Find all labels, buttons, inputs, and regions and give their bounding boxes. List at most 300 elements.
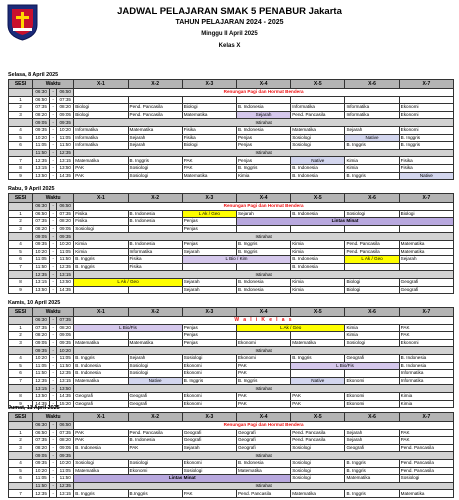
- time-cell: 07:35: [57, 429, 74, 437]
- time-cell: 12:35: [57, 370, 74, 378]
- time-cell: -: [50, 444, 57, 452]
- subject-cell: Istirahat: [74, 347, 454, 355]
- time-cell: 11:05: [57, 467, 74, 475]
- time-cell: -: [50, 278, 57, 286]
- subject-cell: Pend. Pancasila: [399, 444, 453, 452]
- time-cell: -: [50, 111, 57, 119]
- table-row: [9, 370, 454, 378]
- time-cell: -: [50, 392, 57, 400]
- time-cell: 11:50: [33, 263, 50, 271]
- subject-cell: B. Indonesia: [128, 240, 182, 248]
- session-cell: [9, 149, 33, 157]
- time-cell: 13:50: [57, 385, 74, 393]
- subject-cell: PAK: [291, 400, 345, 408]
- subject-cell: B. Inggris: [236, 240, 290, 248]
- subject-cell: B. Indonesia: [74, 362, 128, 370]
- time-cell: 09:35: [57, 233, 74, 241]
- column-header: X-4: [236, 80, 290, 89]
- schedule-table: [8, 307, 454, 408]
- subject-cell: [74, 286, 128, 294]
- time-cell: 12:35: [57, 482, 74, 490]
- time-cell: 06:30: [33, 203, 50, 211]
- subject-cell: Informatika: [345, 111, 399, 119]
- column-header: X-1: [74, 194, 128, 203]
- day-title: Jumat, 11 April 2025: [8, 405, 60, 411]
- time-cell: 07:35: [57, 210, 74, 218]
- column-header: X-7: [399, 308, 453, 317]
- time-cell: 06:50: [57, 89, 74, 97]
- time-cell: 12:35: [57, 149, 74, 157]
- subject-cell: Pend. Pancasila: [291, 429, 345, 437]
- table-row: [9, 339, 454, 347]
- subject-cell: B. Indonesia: [399, 354, 453, 362]
- time-cell: -: [50, 96, 57, 104]
- column-header: X-6: [345, 194, 399, 203]
- time-cell: 06:50: [33, 429, 50, 437]
- subject-cell: Pend. Pancasila: [399, 459, 453, 467]
- time-cell: 09:05: [57, 225, 74, 233]
- column-header: X-6: [345, 308, 399, 317]
- time-cell: -: [50, 218, 57, 226]
- time-cell: 09:05: [57, 332, 74, 340]
- session-cell: 6: [9, 256, 33, 264]
- session-cell: 6: [9, 142, 33, 150]
- table-row: [9, 104, 454, 112]
- subject-cell: B. Indonesia: [128, 437, 182, 445]
- time-cell: 11:50: [33, 370, 50, 378]
- time-cell: 13:50: [33, 286, 50, 294]
- column-header: Waktu: [33, 413, 74, 422]
- subject-cell: Biologi: [74, 111, 128, 119]
- class-label: Kelas X: [218, 43, 241, 49]
- time-cell: 12:35: [33, 377, 50, 385]
- time-cell: 07:35: [33, 218, 50, 226]
- subject-cell: Renungan Pagi dan Hormat Bendera: [74, 89, 454, 97]
- subject-cell: Matematika: [291, 339, 345, 347]
- subject-cell: Sosiologi: [291, 134, 345, 142]
- time-cell: 14:35: [57, 172, 74, 180]
- time-cell: 10:20: [33, 467, 50, 475]
- time-cell: 14:35: [57, 286, 74, 294]
- time-cell: 09:35: [33, 126, 50, 134]
- subject-cell: Sejarah: [236, 111, 290, 119]
- time-cell: 11:50: [57, 142, 74, 150]
- subject-cell: [74, 96, 128, 104]
- column-header: X-6: [345, 80, 399, 89]
- time-cell: 08:20: [57, 104, 74, 112]
- table-row: [9, 89, 454, 97]
- session-cell: 3: [9, 339, 33, 347]
- session-cell: 2: [9, 218, 33, 226]
- subject-cell: Informatika: [74, 142, 128, 150]
- time-cell: 12:35: [57, 263, 74, 271]
- time-cell: 10:20: [57, 240, 74, 248]
- subject-cell: Pend. Pancasila: [399, 467, 453, 475]
- time-cell: -: [50, 240, 57, 248]
- subject-cell: Ekonomi: [128, 467, 182, 475]
- time-cell: -: [50, 157, 57, 165]
- table-row: [9, 240, 454, 248]
- subject-cell: Penjas: [182, 332, 236, 340]
- table-row: [9, 286, 454, 294]
- session-cell: 4: [9, 126, 33, 134]
- subject-cell: Matematika: [291, 126, 345, 134]
- subject-cell: Geografi: [399, 278, 453, 286]
- time-cell: -: [50, 332, 57, 340]
- subject-cell: PAK: [399, 332, 453, 340]
- column-header: SESI: [9, 80, 33, 89]
- subject-cell: Kimia: [291, 248, 345, 256]
- subject-cell: Fisika: [182, 134, 236, 142]
- subject-cell: Sejarah: [236, 210, 290, 218]
- subject-cell: Pend. Pancasila: [128, 104, 182, 112]
- schedule-table: [8, 193, 454, 294]
- subject-cell: L Bio/Fis: [74, 324, 182, 332]
- session-cell: 4: [9, 240, 33, 248]
- time-cell: 08:20: [57, 324, 74, 332]
- subject-cell: Ekonomi: [182, 392, 236, 400]
- subject-cell: Informatika: [74, 126, 128, 134]
- subject-cell: PAK: [182, 157, 236, 165]
- time-cell: 07:35: [33, 104, 50, 112]
- time-cell: 13:50: [57, 164, 74, 172]
- subject-cell: Sosiologi: [128, 172, 182, 180]
- time-cell: -: [50, 134, 57, 142]
- subject-cell: Native: [128, 377, 182, 385]
- time-cell: 09:35: [57, 119, 74, 127]
- column-header: Waktu: [33, 308, 74, 317]
- session-cell: 2: [9, 437, 33, 445]
- table-row: [9, 467, 454, 475]
- table-row: [9, 377, 454, 385]
- subject-cell: Istirahat: [74, 385, 454, 393]
- subject-cell: Biologi: [399, 210, 453, 218]
- time-cell: -: [50, 248, 57, 256]
- subject-cell: Sejarah: [182, 278, 236, 286]
- subject-cell: Informatika: [399, 370, 453, 378]
- subject-cell: Pend. Pancasila: [236, 490, 290, 498]
- subject-cell: B. Indonesia: [291, 256, 345, 264]
- time-cell: 06:30: [33, 422, 50, 430]
- time-cell: -: [50, 203, 57, 211]
- table-row: [9, 317, 454, 325]
- time-cell: -: [50, 271, 57, 279]
- time-cell: -: [50, 354, 57, 362]
- session-cell: [9, 233, 33, 241]
- subject-cell: B. Indonesia: [399, 362, 453, 370]
- table-row: [9, 172, 454, 180]
- subject-cell: Istirahat: [74, 233, 454, 241]
- subject-cell: Geografi: [236, 444, 290, 452]
- subject-cell: PAK: [291, 392, 345, 400]
- time-cell: 10:20: [33, 354, 50, 362]
- subject-cell: [291, 225, 345, 233]
- session-cell: 4: [9, 459, 33, 467]
- subject-cell: Ekonomi: [182, 370, 236, 378]
- time-cell: 09:35: [33, 347, 50, 355]
- time-cell: -: [50, 225, 57, 233]
- table-header-row: [9, 308, 454, 317]
- time-cell: 10:20: [57, 459, 74, 467]
- subject-cell: Matematika: [74, 377, 128, 385]
- subject-cell: L Ak / Geo: [182, 210, 236, 218]
- time-cell: -: [50, 347, 57, 355]
- session-cell: 5: [9, 362, 33, 370]
- time-cell: 09:35: [33, 459, 50, 467]
- column-header: X-2: [128, 308, 182, 317]
- subject-cell: Istirahat: [74, 482, 454, 490]
- subject-cell: Fisika: [128, 263, 182, 271]
- time-cell: 13:15: [33, 385, 50, 393]
- subject-cell: Renungan Pagi dan Hormat Bendera: [74, 422, 454, 430]
- subject-cell: B. Indonesia: [291, 210, 345, 218]
- subject-cell: Istirahat: [74, 119, 454, 127]
- time-cell: 11:50: [57, 475, 74, 483]
- subject-cell: Matematika: [399, 490, 453, 498]
- subject-cell: B. Indonesia: [236, 104, 290, 112]
- subject-cell: Biologi: [345, 278, 399, 286]
- subject-cell: PAK: [182, 490, 236, 498]
- time-cell: -: [50, 142, 57, 150]
- subject-cell: Geografi: [345, 444, 399, 452]
- subject-cell: Biologi: [345, 286, 399, 294]
- time-cell: -: [50, 104, 57, 112]
- subject-cell: B. Inggris: [345, 467, 399, 475]
- time-cell: 13:15: [57, 377, 74, 385]
- time-cell: 10:20: [57, 347, 74, 355]
- subject-cell: Geografi: [182, 437, 236, 445]
- session-cell: 1: [9, 324, 33, 332]
- time-cell: 08:20: [33, 225, 50, 233]
- table-row: [9, 263, 454, 271]
- table-row: [9, 119, 454, 127]
- subject-cell: Matematika: [182, 172, 236, 180]
- column-header: SESI: [9, 194, 33, 203]
- subject-cell: B. Inggris: [236, 377, 290, 385]
- session-cell: 3: [9, 225, 33, 233]
- time-cell: -: [50, 429, 57, 437]
- session-cell: 5: [9, 248, 33, 256]
- time-cell: -: [50, 377, 57, 385]
- time-cell: 13:50: [57, 278, 74, 286]
- time-cell: -: [50, 370, 57, 378]
- subject-cell: Informatika: [345, 104, 399, 112]
- subject-cell: Biologi: [182, 142, 236, 150]
- time-cell: 07:35: [57, 317, 74, 325]
- subject-cell: Native: [399, 172, 453, 180]
- session-cell: 3: [9, 111, 33, 119]
- time-cell: 09:05: [33, 119, 50, 127]
- subject-cell: PAK: [182, 164, 236, 172]
- subject-cell: Ekonomi: [399, 104, 453, 112]
- time-cell: 09:05: [33, 339, 50, 347]
- subject-cell: B. Indonesia: [74, 444, 128, 452]
- session-cell: [9, 317, 33, 325]
- subject-cell: Kimia: [74, 248, 128, 256]
- subject-cell: W a l i K e l a s: [74, 317, 454, 325]
- time-cell: 09:05: [33, 452, 50, 460]
- time-cell: 14:35: [57, 392, 74, 400]
- time-cell: -: [50, 385, 57, 393]
- day-title: Rabu, 9 April 2025: [8, 186, 55, 192]
- column-header: X-2: [128, 80, 182, 89]
- subject-cell: [345, 370, 399, 378]
- time-cell: -: [50, 172, 57, 180]
- table-row: [9, 475, 454, 483]
- subject-cell: Matematika: [128, 126, 182, 134]
- subject-cell: [182, 96, 236, 104]
- session-cell: 9: [9, 286, 33, 294]
- subject-cell: [236, 263, 290, 271]
- time-cell: 07:35: [57, 96, 74, 104]
- table-row: [9, 444, 454, 452]
- subject-cell: Native: [291, 157, 345, 165]
- subject-cell: Kimia: [291, 278, 345, 286]
- subject-cell: Native: [291, 377, 345, 385]
- column-header: X-7: [399, 413, 453, 422]
- subject-cell: Penjas: [182, 225, 236, 233]
- subject-cell: L Bio/Fis: [291, 362, 399, 370]
- column-header: X-7: [399, 194, 453, 203]
- table-row: [9, 400, 454, 408]
- page-header: [0, 0, 459, 70]
- subject-cell: [182, 263, 236, 271]
- time-cell: 08:20: [33, 111, 50, 119]
- time-cell: 06:30: [33, 89, 50, 97]
- subject-cell: B. Indonesia: [128, 218, 182, 226]
- column-header: X-5: [291, 80, 345, 89]
- column-header: X-3: [182, 308, 236, 317]
- subject-cell: Sejarah: [399, 256, 453, 264]
- time-cell: 08:20: [33, 444, 50, 452]
- subject-cell: B. Indonesia: [291, 263, 345, 271]
- time-cell: -: [50, 233, 57, 241]
- time-cell: -: [50, 119, 57, 127]
- time-cell: 09:05: [57, 444, 74, 452]
- subject-cell: B. Inggris: [291, 354, 345, 362]
- session-cell: 7: [9, 263, 33, 271]
- table-row: [9, 164, 454, 172]
- subject-cell: Pend. Pancasila: [291, 437, 345, 445]
- subject-cell: PAK: [399, 437, 453, 445]
- subject-cell: Ekonomi: [182, 459, 236, 467]
- column-header: SESI: [9, 413, 33, 422]
- subject-cell: Penjas: [236, 134, 290, 142]
- table-header-row: [9, 413, 454, 422]
- table-header-row: [9, 80, 454, 89]
- subject-cell: Lintas Minat: [74, 475, 291, 483]
- subject-cell: Sosiologi: [128, 459, 182, 467]
- time-cell: 15:20: [57, 400, 74, 408]
- subject-cell: B.Inggris: [128, 490, 182, 498]
- session-cell: 1: [9, 210, 33, 218]
- column-header: X-5: [291, 194, 345, 203]
- subject-cell: B. Indonesia: [236, 459, 290, 467]
- subject-cell: PAK: [74, 164, 128, 172]
- subject-cell: [291, 370, 345, 378]
- subject-cell: Matematika: [74, 467, 128, 475]
- subject-cell: Kimia: [399, 392, 453, 400]
- subject-cell: Ekonomi: [236, 354, 290, 362]
- subject-cell: [128, 332, 182, 340]
- subject-cell: [399, 96, 453, 104]
- subject-cell: Kimia: [345, 157, 399, 165]
- table-row: [9, 347, 454, 355]
- subject-cell: Sejarah: [182, 286, 236, 294]
- time-cell: 13:15: [33, 278, 50, 286]
- table-header-row: [9, 194, 454, 203]
- subject-cell: B. Inggris: [74, 263, 128, 271]
- time-cell: 13:15: [57, 490, 74, 498]
- subject-cell: B. Indonesia: [128, 210, 182, 218]
- subject-cell: Sosiologi: [345, 210, 399, 218]
- subject-cell: Renungan Pagi dan Hormat Bendera: [74, 203, 454, 211]
- session-cell: [9, 482, 33, 490]
- table-row: [9, 203, 454, 211]
- subject-cell: B. Inggris: [345, 459, 399, 467]
- time-cell: -: [50, 482, 57, 490]
- subject-cell: PAK: [399, 324, 453, 332]
- time-cell: 11:05: [57, 134, 74, 142]
- time-cell: 10:20: [57, 126, 74, 134]
- subject-cell: Sosiologi: [182, 467, 236, 475]
- time-cell: 11:05: [33, 362, 50, 370]
- time-cell: -: [50, 126, 57, 134]
- session-cell: 7: [9, 490, 33, 498]
- time-cell: -: [50, 324, 57, 332]
- session-cell: 4: [9, 354, 33, 362]
- column-header: X-4: [236, 308, 290, 317]
- table-row: [9, 362, 454, 370]
- column-header: X-2: [128, 413, 182, 422]
- subject-cell: Geografi: [74, 392, 128, 400]
- session-cell: 9: [9, 400, 33, 408]
- subject-cell: Sosiologi: [74, 225, 128, 233]
- subject-cell: B. Indonesia: [236, 278, 290, 286]
- table-row: [9, 278, 454, 286]
- session-cell: 7: [9, 377, 33, 385]
- time-cell: -: [50, 467, 57, 475]
- subject-cell: Penjas: [236, 157, 290, 165]
- subject-cell: Ekonomi: [236, 339, 290, 347]
- subject-cell: Kimia: [291, 286, 345, 294]
- subject-cell: L Ak / Geo: [345, 256, 399, 264]
- table-row: [9, 490, 454, 498]
- time-cell: 12:35: [33, 157, 50, 165]
- subject-cell: Pend. Pancasila: [345, 248, 399, 256]
- time-cell: 11:05: [57, 354, 74, 362]
- table-row: [9, 248, 454, 256]
- subject-cell: Fisika: [74, 210, 128, 218]
- subject-cell: Ekonomi: [182, 400, 236, 408]
- time-cell: 13:50: [33, 392, 50, 400]
- table-row: [9, 149, 454, 157]
- session-cell: [9, 422, 33, 430]
- subject-cell: Matematika: [291, 490, 345, 498]
- day-title: Kamis, 10 April 2025: [8, 300, 61, 306]
- subject-cell: Sosiologi: [291, 444, 345, 452]
- session-cell: [9, 452, 33, 460]
- subject-cell: Geografi: [236, 429, 290, 437]
- session-cell: 1: [9, 429, 33, 437]
- session-cell: 8: [9, 278, 33, 286]
- subject-cell: B. Inggris: [399, 142, 453, 150]
- subject-cell: Kimia: [345, 324, 399, 332]
- subject-cell: [236, 332, 290, 340]
- subject-cell: PAK: [74, 172, 128, 180]
- time-cell: -: [50, 317, 57, 325]
- subject-cell: Pend. Pancasila: [345, 240, 399, 248]
